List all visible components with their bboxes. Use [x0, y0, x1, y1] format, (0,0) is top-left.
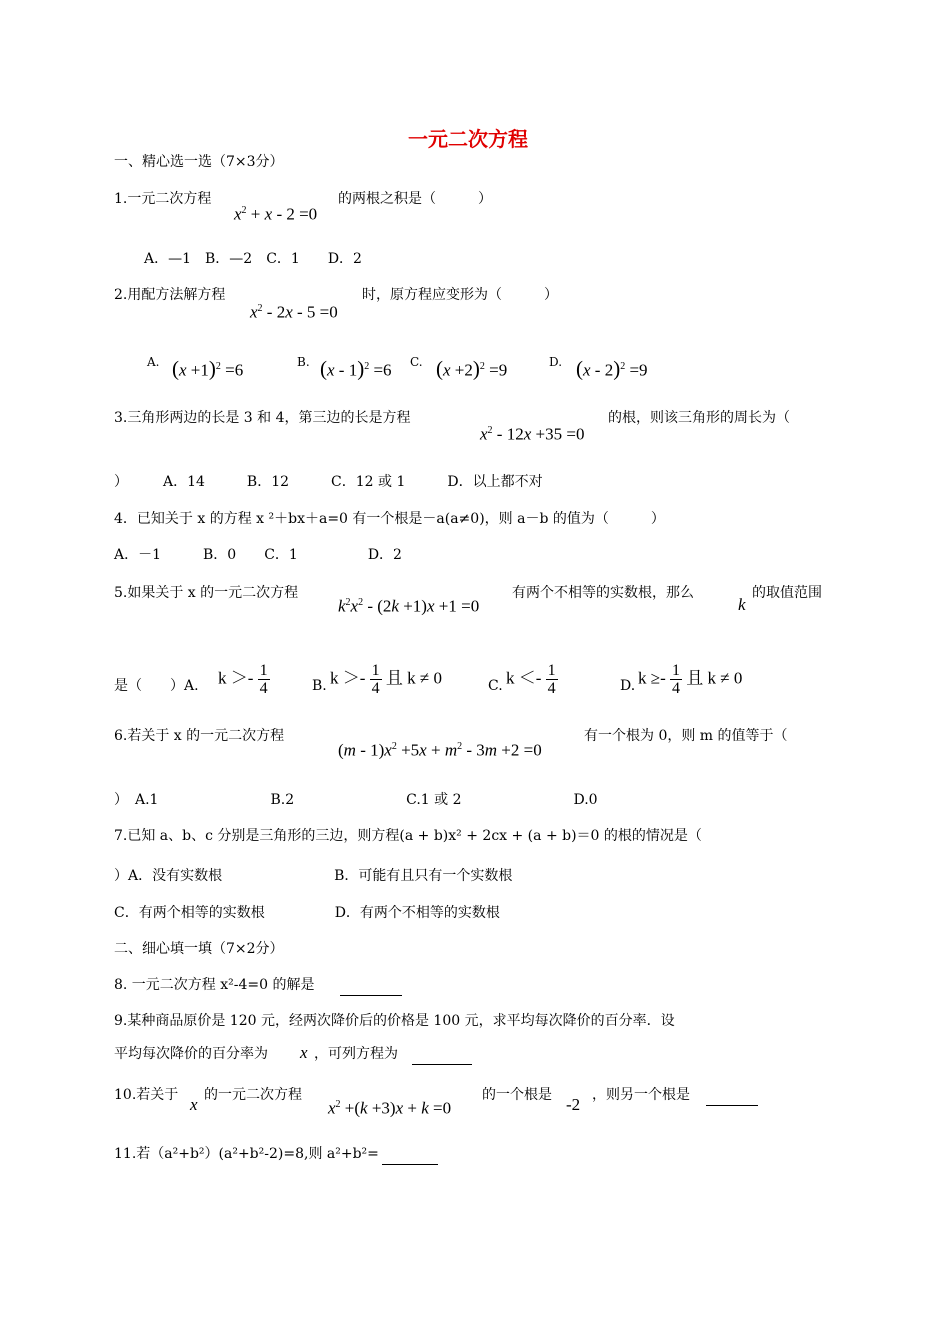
q2-tail: 时，原方程应变形为（ ） — [362, 287, 558, 303]
q1-equation: $x^2 + x - 2 =0$ — [234, 204, 318, 224]
q7-options-cd: C．有两个相等的实数根 D．有两个不相等的实数根 — [114, 905, 500, 921]
q3-text: 3.三角形两边的长是 3 和 4，第三边的长是方程 — [114, 410, 411, 426]
q5-option-d: k ≥- $\frac{1}{4}$ 且 k ≠ 0 — [638, 662, 743, 697]
q5-tail: 有两个不相等的实数根，那么 — [512, 585, 694, 601]
q4-text: 4．已知关于 x 的方程 x ²＋bx＋a=0 有一个根是－a(a≠0)，则 a－b 的值为（ ） — [114, 511, 665, 527]
q1-text: 1.一元二次方程 — [114, 191, 212, 207]
q1-options: A．—1 B．—2 C．1 D．2 — [144, 251, 362, 267]
q2-text: 2.用配方法解方程 — [114, 287, 226, 303]
q6-equation: $(m - 1)x^2 +5x + m^2 - 3m +2 =0$ — [338, 740, 542, 760]
q9-tail: ，可列方程为 — [314, 1046, 398, 1062]
q1-tail: 的两根之积是（ ） — [338, 191, 492, 207]
section-1-heading: 一、精心选一选（7×3分） — [114, 154, 284, 170]
q5-text: 5.如果关于 x 的一元二次方程 — [114, 585, 299, 601]
q5-var-k: k — [738, 595, 746, 614]
q11-answer-blank[interactable] — [382, 1144, 438, 1165]
q9-answer-blank[interactable] — [412, 1044, 472, 1065]
q6-tail: 有一个根为 0，则 m 的值等于（ — [584, 728, 788, 744]
q5-option-c: k ＜- $\frac{1}{4}$ — [506, 662, 556, 697]
q2-option-a: $(x +1)^2 =6$ — [172, 356, 244, 381]
q10-mid: 的一元二次方程 — [204, 1087, 302, 1103]
q5-option-d-label: D. — [620, 678, 636, 694]
q10-var-x: x — [190, 1095, 198, 1114]
q2-option-a-label: A. — [147, 355, 160, 369]
q10-text: 10.若关于 — [114, 1087, 179, 1103]
q7-options-ab: ）A．没有实数根 B．可能有且只有一个实数根 — [114, 868, 513, 884]
q10-answer-blank[interactable] — [706, 1085, 758, 1106]
q4-options: A．－1 B．0 C．1 D．2 — [114, 547, 402, 563]
q7-text: 7.已知 a、b、c 分别是三角形的三边，则方程(a + b)x² + 2cx + (a + b)＝0 的根的情况是（ — [114, 828, 702, 844]
q3-options: ） A．14 B．12 C．12 或 1 D．以上都不对 — [114, 474, 543, 490]
q2-option-b-label: B. — [297, 355, 310, 369]
q3-equation: $x^2 - 12x +35 =0$ — [480, 424, 585, 444]
q10-root: -2 — [566, 1095, 581, 1114]
q8-answer-blank[interactable] — [340, 975, 402, 996]
q6-options: ） A.1 B.2 C.1 或 2 D.0 — [114, 792, 598, 808]
q9-line1: 9.某种商品原价是 120 元，经两次降价后的价格是 100 元，求平均每次降价的百分率．设 — [114, 1013, 675, 1029]
q5-option-c-label: C. — [488, 678, 503, 694]
q9-line2: 平均每次降价的百分率为 — [114, 1046, 268, 1062]
q2-option-b: (x - 1)$^2$ =6 — [320, 356, 392, 381]
q10-tail2: ，则另一个根是 — [592, 1087, 690, 1103]
q2-option-d: (x - 2)$^2$ =9 — [576, 356, 648, 381]
q10-equation: $x^2 +(k +3)x + k =0$ — [328, 1098, 452, 1118]
q10-tail: 的一个根是 — [482, 1087, 552, 1103]
q2-option-c-label: C. — [410, 355, 423, 369]
q5-option-b-label: B. — [312, 678, 327, 694]
section-2-heading: 二、细心填一填（7×2分） — [114, 941, 284, 957]
q2-equation: $x^2 - 2x - 5 =0$ — [250, 302, 338, 322]
q3-tail: 的根，则该三角形的周长为（ — [608, 410, 790, 426]
q9-var-x: x — [300, 1043, 308, 1062]
q5-tail2: 的取值范围 — [752, 585, 822, 601]
q5-option-a: k ＞- $\frac{1}{4}$ — [218, 662, 268, 697]
q2-option-d-label: D. — [549, 355, 563, 369]
q5-option-b: k ＞- $\frac{1}{4}$ 且 k ≠ 0 — [330, 662, 443, 697]
q6-text: 6.若关于 x 的一元二次方程 — [114, 728, 285, 744]
q5-equation: $k^2x^2 - (2k +1)x +1 =0$ — [338, 596, 480, 616]
q11-text: 11.若（a²+b²）(a²+b²-2)=8,则 a²+b²= — [114, 1146, 379, 1162]
page-title: 一元二次方程 — [408, 127, 528, 151]
q2-option-c: $(x +2)^2 =9$ — [436, 356, 508, 381]
q8-text: 8. 一元二次方程 x²-4=0 的解是 — [114, 977, 315, 993]
q5-lead: 是（ ）A. — [114, 678, 199, 694]
